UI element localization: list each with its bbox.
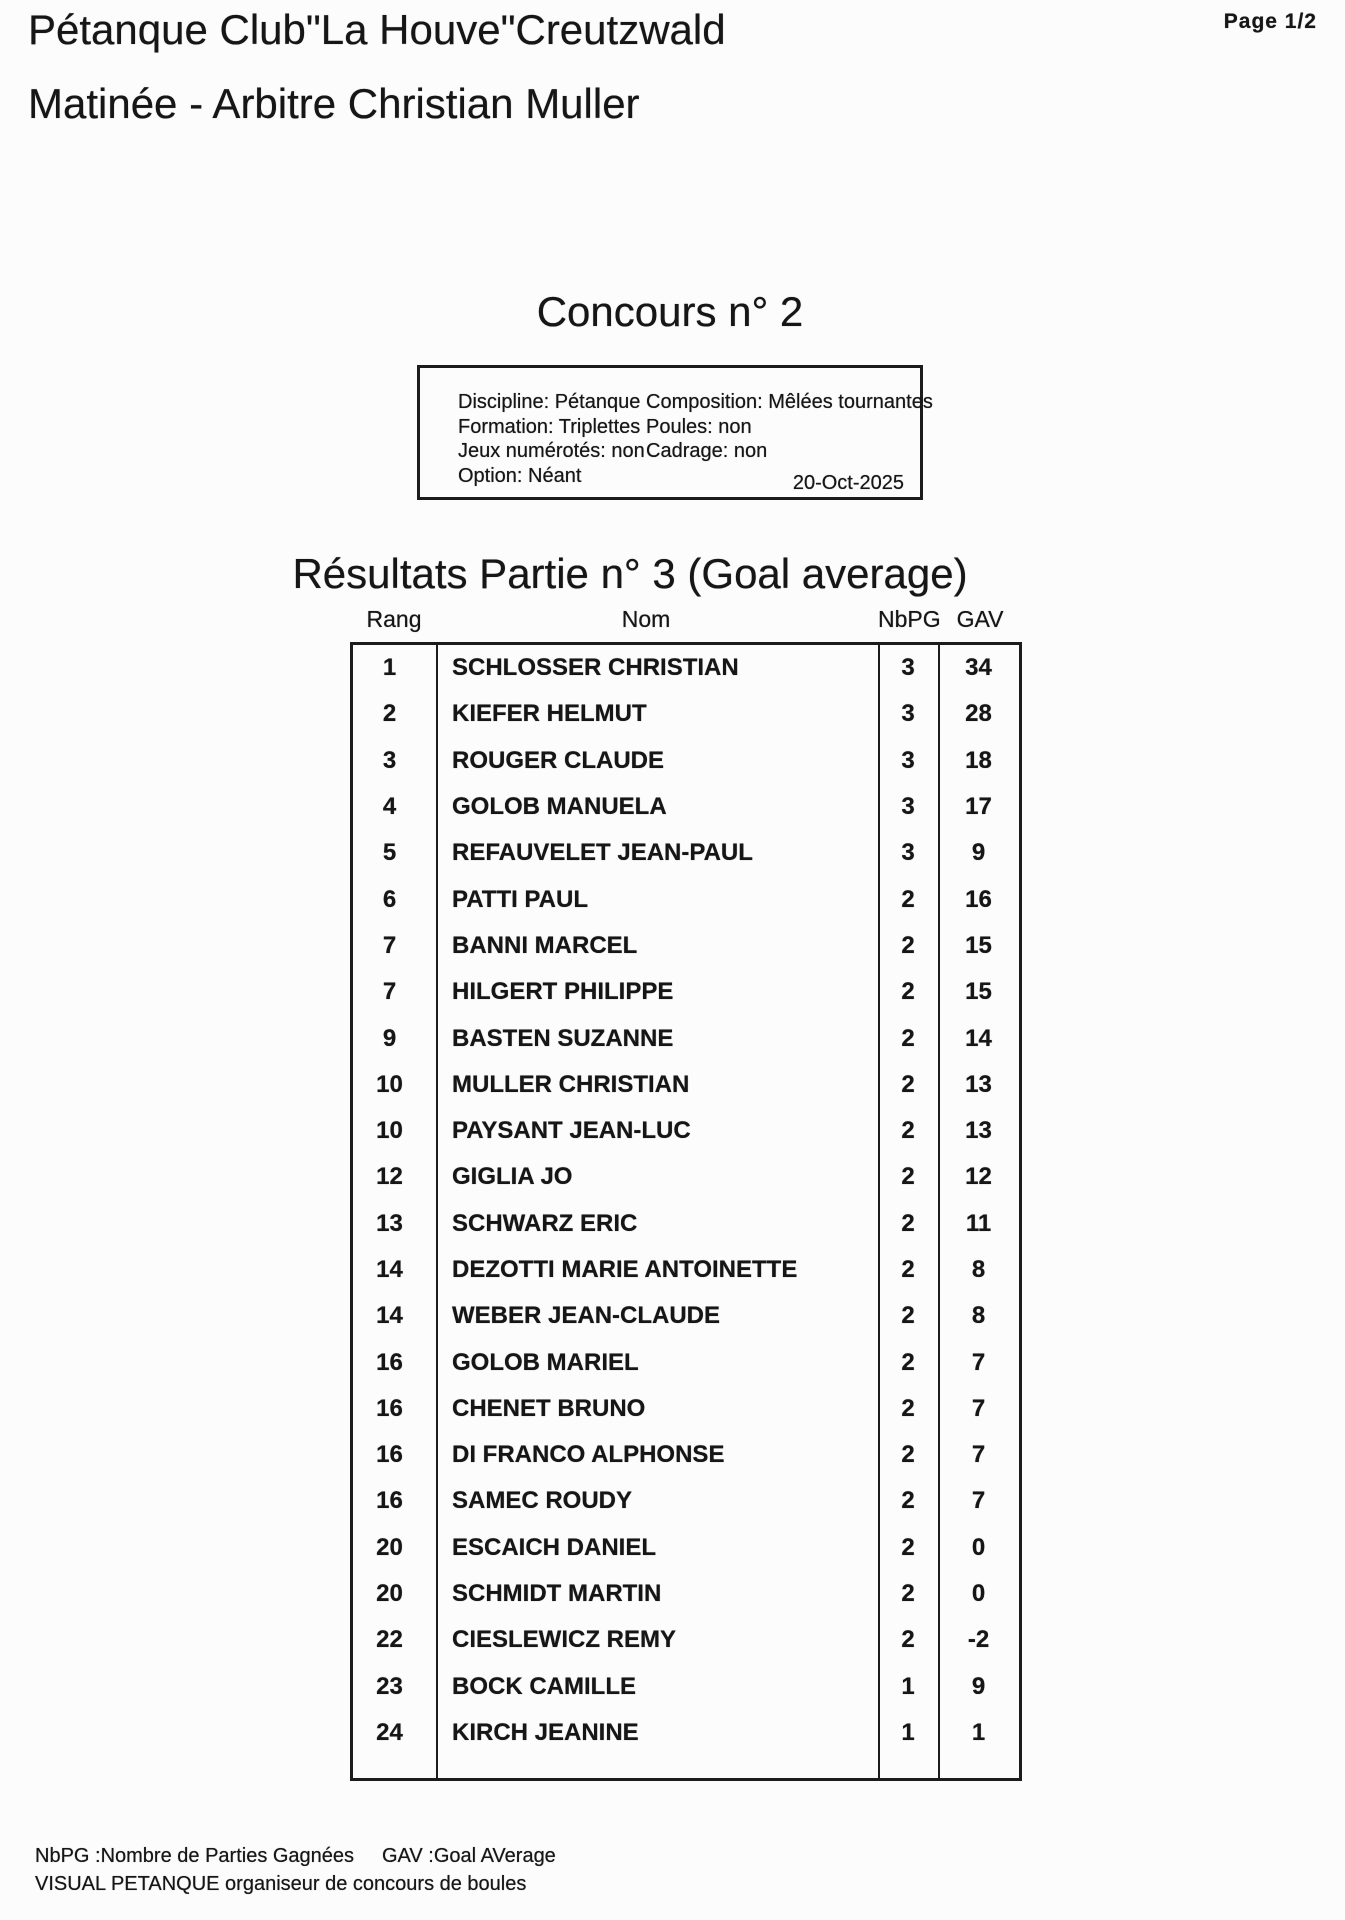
gav-cell: 7 [971,1441,986,1469]
nbpg-cell: 3 [901,654,915,682]
name-cell: MULLER CHRISTIAN [452,1070,690,1098]
gav-cell: 13 [965,1070,992,1098]
gav-cell: 17 [965,793,992,821]
column-header-nom: Nom [621,606,671,632]
nbpg-cell: 1 [901,1718,915,1746]
info-line: Discipline: Pétanque [458,391,641,413]
nbpg-cell: 2 [901,1348,915,1376]
name-cell: REFAUVELET JEAN-PAUL [452,839,753,867]
table-row [353,1201,1019,1247]
nbpg-cell: 2 [901,1533,915,1561]
gav-cell: 9 [971,839,986,867]
gav-cell: 0 [971,1533,986,1561]
table-row [353,876,1019,922]
gav-cell: 7 [971,1394,986,1422]
info-right-column [646,390,933,464]
rank-cell: 10 [376,1117,403,1145]
gav-cell: 0 [971,1580,986,1608]
rank-cell: 5 [382,839,397,867]
nbpg-cell: 2 [901,1580,915,1608]
rank-cell: 2 [382,700,397,728]
rank-cell: 16 [376,1487,403,1515]
nbpg-cell: 2 [901,1070,915,1098]
nbpg-cell: 2 [901,1024,915,1052]
name-cell: KIEFER HELMUT [452,700,647,728]
rank-cell: 20 [376,1533,403,1561]
table-row [353,1293,1019,1339]
gav-cell: 9 [971,1672,986,1700]
table-row [353,969,1019,1015]
rank-cell: 16 [376,1441,403,1469]
name-cell: HILGERT PHILIPPE [452,978,674,1006]
table-row [353,1571,1019,1617]
table-row [353,1710,1019,1756]
name-cell: SCHMIDT MARTIN [452,1580,662,1608]
gav-cell: 13 [965,1117,992,1145]
table-row [353,1339,1019,1385]
name-cell: BOCK CAMILLE [452,1672,636,1700]
table-row [353,1386,1019,1432]
legend-gav: GAV :Goal AVerage [382,1845,556,1867]
rank-cell: 12 [376,1163,403,1191]
session-title: Matinée - Arbitre Christian Muller [28,80,640,127]
nbpg-cell: 3 [901,793,915,821]
table-row [353,784,1019,830]
info-line: Formation: Triplettes [458,415,641,438]
nbpg-cell: 2 [901,1117,915,1145]
name-cell: PATTI PAUL [452,885,588,913]
results-title: Résultats Partie n° 3 (Goal average) [292,550,968,597]
info-left-column [458,390,645,488]
nbpg-cell: 2 [901,1441,915,1469]
name-cell: DEZOTTI MARIE ANTOINETTE [452,1256,798,1283]
rank-cell: 22 [376,1626,403,1654]
nbpg-cell: 2 [901,1302,915,1330]
name-cell: CHENET BRUNO [452,1394,646,1422]
rank-cell: 24 [376,1718,403,1746]
rank-cell: 3 [382,746,397,774]
rank-cell: 4 [382,793,397,821]
nbpg-cell: 2 [901,1394,915,1422]
name-cell: CIESLEWICZ REMY [452,1626,677,1654]
name-cell: BANNI MARCEL [452,931,638,959]
table-divider-name-nbpg [878,645,880,1778]
name-cell: SCHLOSSER CHRISTIAN [452,654,739,682]
column-header-rang: Rang [366,606,422,632]
nbpg-cell: 2 [901,978,915,1006]
results-column-headers [350,606,1022,633]
name-cell: ROUGER CLAUDE [452,746,665,774]
name-cell: GOLOB MARIEL [452,1348,639,1376]
rank-cell: 6 [382,885,397,913]
legend-nbpg: NbPG :Nombre de Parties Gagnées [35,1845,355,1867]
gav-cell: 1 [971,1718,986,1746]
table-row [353,1525,1019,1571]
concours-date: 20-Oct-2025 [792,472,904,494]
nbpg-cell: 1 [901,1672,915,1700]
gav-cell: -2 [967,1626,990,1654]
rank-cell: 7 [382,978,397,1006]
table-row [353,1154,1019,1200]
table-row [353,830,1019,876]
table-row [353,738,1019,784]
rank-cell: 16 [376,1348,403,1376]
info-line: Composition: Mêlées tournantes [646,391,933,413]
table-row [353,1247,1019,1293]
column-header-gav: GAV [956,606,1004,632]
rank-cell: 14 [376,1302,403,1330]
page-indicator: Page 1/2 [1223,10,1317,33]
gav-cell: 16 [965,885,992,913]
name-cell: DI FRANCO ALPHONSE [452,1441,725,1469]
nbpg-cell: 3 [901,746,915,774]
name-cell: ESCAICH DANIEL [452,1533,657,1561]
gav-cell: 12 [965,1163,992,1191]
table-row [353,1015,1019,1061]
name-cell: SCHWARZ ERIC [452,1209,638,1237]
gav-cell: 8 [971,1302,986,1330]
gav-cell: 11 [965,1209,992,1237]
name-cell: GIGLIA JO [452,1163,573,1191]
rank-cell: 23 [376,1672,403,1700]
nbpg-cell: 3 [901,700,915,728]
table-row [353,1478,1019,1524]
gav-cell: 28 [965,700,992,728]
info-line: Poules: non [646,415,752,438]
info-line: Option: Néant [458,464,582,487]
nbpg-cell: 2 [901,1163,915,1191]
name-cell: PAYSANT JEAN-LUC [452,1117,691,1145]
nbpg-cell: 2 [901,1626,915,1654]
concours-title: Concours n° 2 [536,288,804,335]
info-line: Cadrage: non [646,440,768,462]
software-credit: VISUAL PETANQUE organiseur de concours de boules [35,1873,527,1895]
name-cell: KIRCH JEANINE [452,1718,639,1746]
gav-cell: 14 [965,1024,992,1052]
table-row [353,1062,1019,1108]
gav-cell: 7 [971,1487,986,1515]
nbpg-cell: 2 [901,931,915,959]
table-row [353,645,1019,691]
name-cell: GOLOB MANUELA [452,793,667,821]
table-row [353,1432,1019,1478]
rank-cell: 7 [382,931,397,959]
gav-cell: 15 [965,978,992,1006]
gav-cell: 8 [971,1256,986,1283]
table-divider-rank-name [436,645,438,1778]
gav-cell: 18 [965,746,992,774]
column-header-nbpg: NbPG [878,606,941,632]
table-row [353,923,1019,969]
nbpg-cell: 2 [901,1256,915,1283]
table-row [353,1108,1019,1154]
name-cell: BASTEN SUZANNE [452,1024,674,1052]
table-row [353,1664,1019,1710]
rank-cell: 9 [382,1024,397,1052]
rank-cell: 1 [382,654,397,682]
footer-legend [35,1845,556,1868]
gav-cell: 7 [971,1348,986,1376]
rank-cell: 14 [376,1256,403,1283]
gav-cell: 15 [965,931,992,959]
table-divider-nbpg-gav [938,645,940,1778]
rank-cell: 10 [376,1070,403,1098]
nbpg-cell: 2 [901,885,915,913]
rank-cell: 16 [376,1394,403,1422]
table-row [353,691,1019,737]
concours-info-box [417,365,933,500]
nbpg-cell: 2 [901,1209,915,1237]
results-table [350,642,1022,1781]
nbpg-cell: 2 [901,1487,915,1515]
club-title: Pétanque Club"La Houve"Creutzwald [28,6,726,53]
info-line: Jeux numérotés: non [458,440,645,462]
name-cell: WEBER JEAN-CLAUDE [452,1302,721,1330]
rank-cell: 13 [376,1209,403,1237]
gav-cell: 34 [965,654,992,682]
table-row [353,1617,1019,1663]
name-cell: SAMEC ROUDY [452,1487,633,1515]
rank-cell: 20 [376,1580,403,1608]
nbpg-cell: 3 [901,839,915,867]
